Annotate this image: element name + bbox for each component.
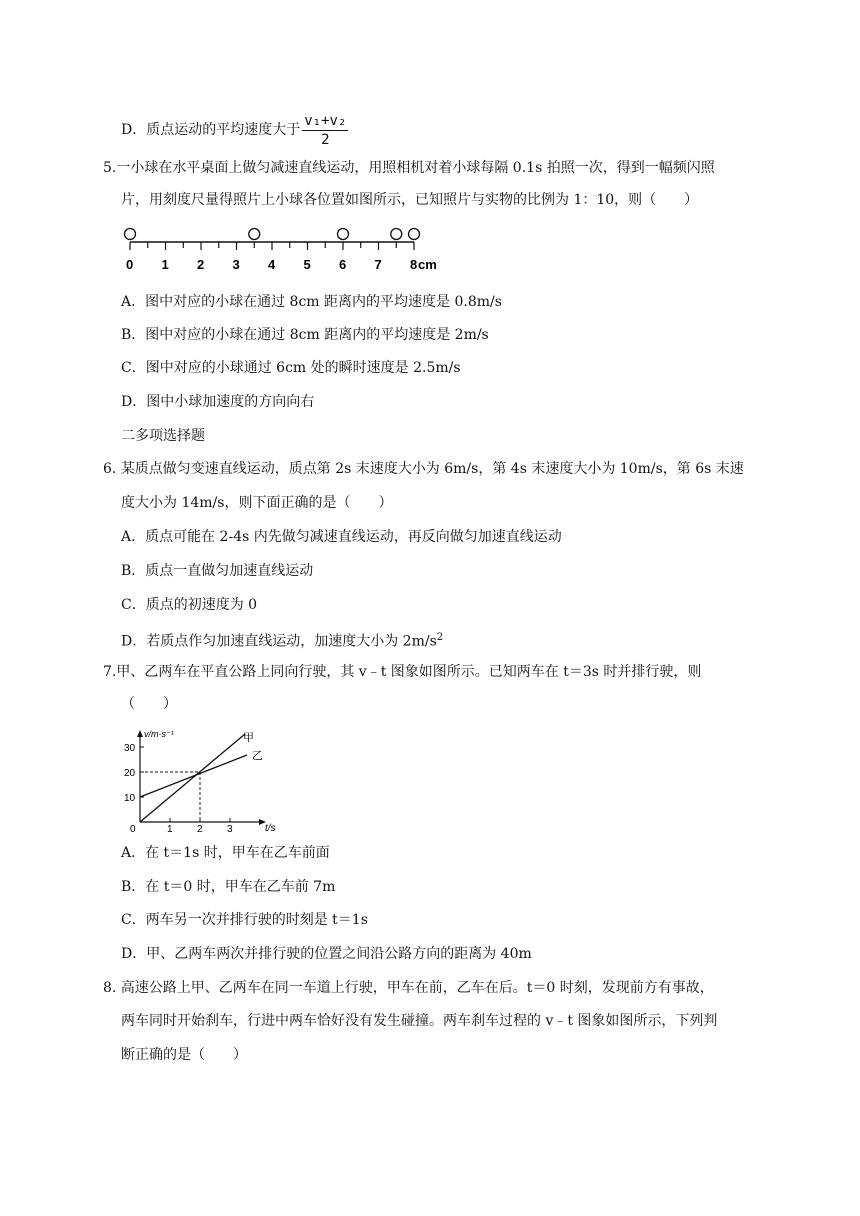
- q6-option-d: [121, 628, 443, 652]
- q7-option-d: D．甲、乙两车两次并排行驶的位置之间沿公路方向的距离为 40m: [121, 946, 532, 962]
- ball-position-marker: [338, 229, 349, 240]
- x-tick-label-2: 2: [197, 824, 203, 834]
- q6-option-c: C．质点的初速度为 0: [121, 597, 258, 613]
- q4-option-d-text: D．质点运动的平均速度大于: [121, 122, 301, 138]
- average-velocity-fraction: [302, 112, 348, 149]
- q6-option-d-text: D．若质点作匀加速直线运动，加速度大小为 2m/s: [121, 633, 437, 650]
- ball-position-marker: [249, 229, 260, 240]
- y-tick-label-30: 30: [124, 743, 136, 754]
- q6-stem-line1: 6. 某质点做匀变速直线运动，质点第 2s 末速度大小为 6m/s，第 4s 末速度大小为 10m/s，第 6s 末速: [103, 461, 744, 477]
- q4-option-d: [121, 110, 348, 150]
- q6-stem-line2: 度大小为 14m/s，则下面正确的是（ ）: [121, 495, 393, 511]
- origin-label: 0: [130, 824, 136, 834]
- q7-option-c: C．两车另一次并排行驶的时刻是 t＝1s: [121, 912, 368, 928]
- ruler-labels: [126, 257, 417, 272]
- ball-position-marker: [391, 229, 402, 240]
- section-title-multiple-choice: 二多项选择题: [121, 428, 205, 444]
- q8-stem-line1: 8. 高速公路上甲、乙两车在同一车道上行驶，甲车在前，乙车在后。t＝0 时刻，发现前方有事故，: [103, 980, 714, 996]
- q5-option-b: B．图中对应的小球在通过 8cm 距离内的平均速度是 2m/s: [121, 327, 489, 343]
- q5-stem-line2: 片，用刻度尺量得照片上小球各位置如图所示，已知照片与实物的比例为 1：10，则（ ）: [121, 192, 699, 208]
- ruler-tick-label: 4: [268, 257, 276, 272]
- q5-option-a: A．图中对应的小球在通过 8cm 距离内的平均速度是 0.8m/s: [121, 294, 502, 310]
- q6-option-a: A．质点可能在 2-4s 内先做匀减速直线运动，再反向做匀加速直线运动: [121, 529, 562, 545]
- ball-position-marker: [409, 229, 420, 240]
- q5-stem-line1: 5.一小球在水平桌面上做匀减速直线运动，用照相机对着小球每隔 0.1s 拍照一次，得到一幅频闪照: [103, 160, 715, 176]
- ruler-tick-label: 5: [303, 257, 311, 272]
- ball-position-marker: [125, 229, 136, 240]
- ruler-tick-label: 7: [374, 257, 382, 272]
- ruler-unit-label: cm: [418, 257, 437, 272]
- q6-option-d-exponent: 2: [436, 632, 444, 643]
- t-axis-label: t/s: [265, 823, 276, 834]
- ruler-tick-label: 6: [339, 257, 347, 272]
- y-tick-label-20: 20: [124, 768, 136, 779]
- q7-option-a: A．在 t＝1s 时，甲车在乙车前面: [121, 845, 330, 861]
- ruler-balls: [125, 229, 420, 240]
- q7-stem-line1: 7.甲、乙两车在平直公路上同向行驶，其 v﹣t 图象如图所示。已知两车在 t＝3s 时并排行驶，则: [103, 664, 702, 680]
- fraction-denominator: 2: [321, 131, 330, 148]
- q8-stem-line3: 断正确的是（ ）: [121, 1047, 247, 1063]
- series-yi-line: [140, 755, 247, 797]
- q7-option-b: B．在 t＝0 时，甲车在乙车前 7m: [121, 879, 336, 895]
- ruler-tick-label: 0: [126, 257, 134, 272]
- fraction-numerator: v₁+v₂: [304, 112, 347, 129]
- q8-stem-line2: 两车同时开始刹车，行进中两车恰好没有发生碰撞。两车刹车过程的 v﹣t 图象如图所示，下列判: [121, 1013, 718, 1029]
- ruler-tick-label: 3: [232, 257, 240, 272]
- v-axis-label: v/m·s⁻¹: [144, 729, 174, 739]
- q6-option-b: B．质点一直做匀加速直线运动: [121, 563, 314, 579]
- q5-ruler-figure: [120, 222, 450, 278]
- q7-vt-graph: [110, 728, 280, 834]
- x-tick-label-1: 1: [167, 824, 173, 834]
- q5-option-d: D．图中小球加速度的方向向右: [121, 394, 315, 410]
- x-tick-label-3: 3: [227, 824, 233, 834]
- series-jia-label: 甲: [243, 732, 254, 744]
- series-jia-line: [140, 734, 245, 822]
- q5-option-c: C．图中对应的小球通过 6cm 处的瞬时速度是 2.5m/s: [121, 360, 461, 376]
- series-yi-label: 乙: [252, 750, 263, 762]
- v-axis-arrow-icon: [137, 730, 143, 737]
- ruler-tick-label: 2: [197, 257, 205, 272]
- ruler-tick-label: 8: [410, 257, 418, 272]
- q7-stem-line2: （ ）: [121, 696, 177, 712]
- y-tick-label-10: 10: [124, 793, 136, 804]
- ruler-ticks: [130, 242, 414, 250]
- ruler-tick-label: 1: [161, 257, 169, 272]
